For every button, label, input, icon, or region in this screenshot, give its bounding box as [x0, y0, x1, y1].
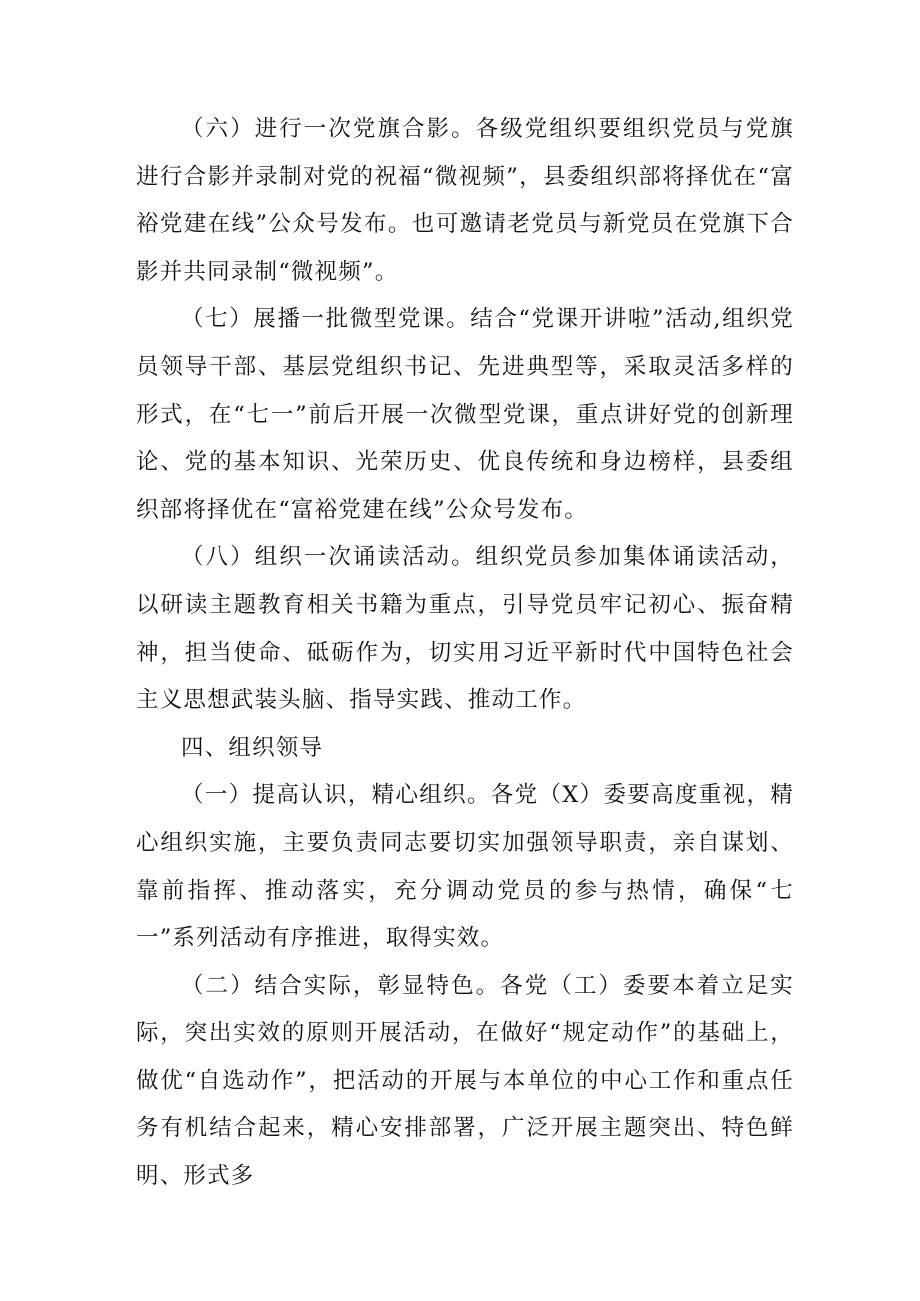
paragraph-7: （七）展播一批微型党课。结合“党课开讲啦”活动,组织党员领导干部、基层党组织书记、先进典型等，采取灵活多样的形式，在“七一”前后开展一次微型党课，重点讲好党的创新理论、党的基本知识、光荣历史、优良传统和身边榜样，县委组织部将择优在“富裕党建在线”公众号发布。: [136, 306, 794, 523]
paragraph-6: （六）进行一次党旗合影。各级党组织要组织党员与党旗进行合影并录制对党的祝福“微视频”，县委组织部将择优在“富裕党建在线”公众号发布。也可邀请老党员与新党员在党旗下合影并共同录制“微视频”。: [136, 116, 794, 285]
paragraph-leadership-1: （一）提高认识，精心组织。各党（X）委要高度重视，精心组织实施，主要负责同志要切实加强领导职责，亲自谋划、靠前指挥、推动落实，充分调动党员的参与热情，确保“七一”系列活动有序推进，取得实效。: [136, 782, 794, 952]
paragraph-8: （八）组织一次诵读活动。组织党员参加集体诵读活动，以研读主题教育相关书籍为重点，引导党员牢记初心、振奋精神，担当使命、砥砺作为，切实用习近平新时代中国特色社会主义思想武装头脑、指导实践、推动工作。: [136, 544, 794, 714]
section-heading: 四、组织领导: [181, 734, 324, 761]
paragraph-leadership-2: （二）结合实际，彰显特色。各党（工）委要本着立足实际，突出实效的原则开展活动，在做好“规定动作”的基础上，做优“自选动作”，把活动的开展与本单位的中心工作和重点任务有机结合起来，精心安排部署，广泛开展主题突出、特色鲜明、形式多: [136, 972, 794, 1190]
document-body: [136, 106, 794, 1201]
